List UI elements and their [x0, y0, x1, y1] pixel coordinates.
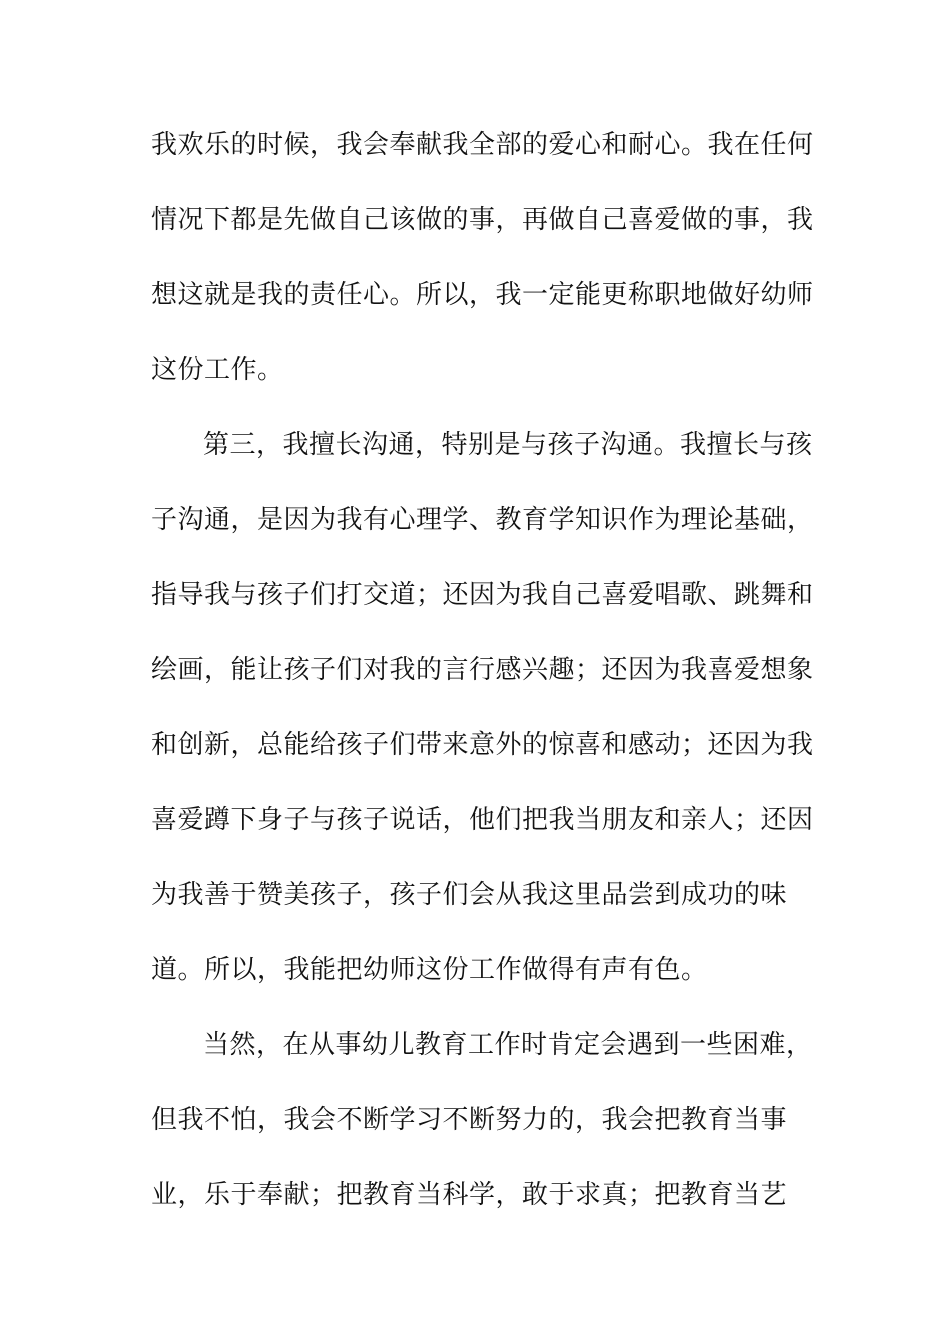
text-line: 指导我与孩子们打交道；还因为我自己喜爱唱歌、跳舞和	[151, 580, 814, 610]
paragraph-start-line: 第三，我擅长沟通，特别是与孩子沟通。我擅长与孩	[203, 430, 813, 460]
paragraph-start-line: 当然，在从事幼儿教育工作时肯定会遇到一些困难，	[203, 1030, 813, 1060]
text-line: 这份工作。	[151, 355, 284, 385]
text-line: 子沟通，是因为我有心理学、教育学知识作为理论基础，	[151, 505, 814, 535]
document-body	[151, 108, 814, 1233]
text-line: 道。所以，我能把幼师这份工作做得有声有色。	[151, 955, 708, 985]
text-line: 但我不怕，我会不断学习不断努力的，我会把教育当事	[151, 1105, 788, 1135]
text-line: 和创新，总能给孩子们带来意外的惊喜和感动；还因为我	[151, 730, 814, 760]
text-line: 业，乐于奉献；把教育当科学，敢于求真；把教育当艺	[151, 1180, 788, 1210]
text-line: 绘画，能让孩子们对我的言行感兴趣；还因为我喜爱想象	[151, 655, 814, 685]
text-line: 情况下都是先做自己该做的事，再做自己喜爱做的事，我	[151, 205, 814, 235]
text-line: 喜爱蹲下身子与孩子说话，他们把我当朋友和亲人；还因	[151, 805, 814, 835]
text-line: 我欢乐的时候，我会奉献我全部的爱心和耐心。我在任何	[151, 130, 814, 160]
text-line: 为我善于赞美孩子，孩子们会从我这里品尝到成功的味	[151, 880, 788, 910]
text-line: 想这就是我的责任心。所以，我一定能更称职地做好幼师	[151, 280, 814, 310]
